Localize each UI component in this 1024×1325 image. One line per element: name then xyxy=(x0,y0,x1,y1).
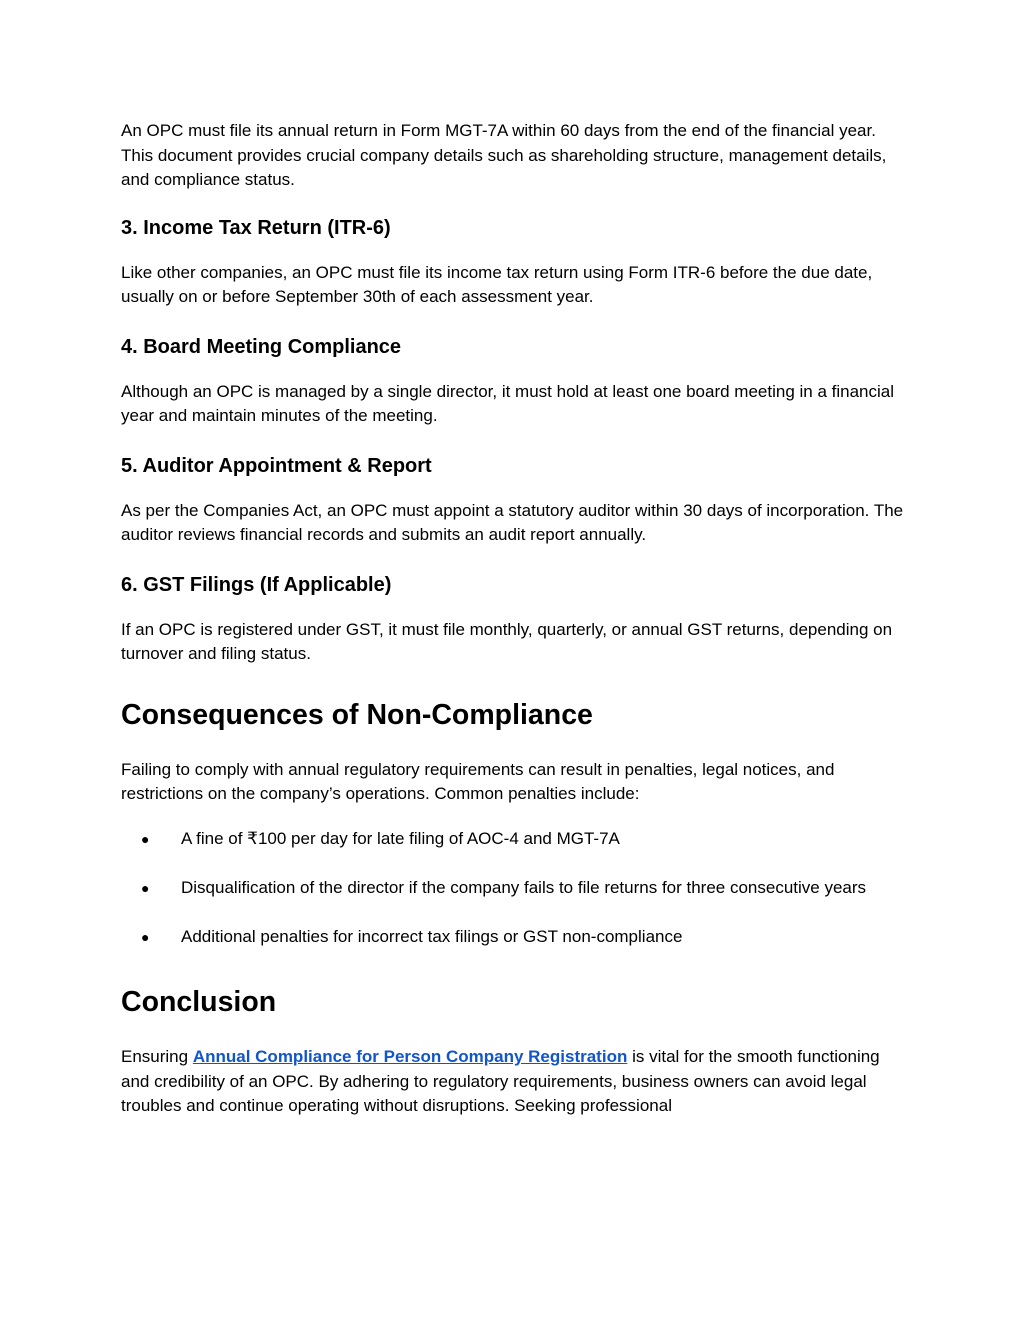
bullet-icon: ● xyxy=(141,879,150,896)
bullet-icon: ● xyxy=(141,830,150,847)
section-heading-income-tax: 3. Income Tax Return (ITR-6) xyxy=(121,216,391,239)
section-heading-board-meeting: 4. Board Meeting Compliance xyxy=(121,335,402,358)
document-page xyxy=(121,118,911,1119)
conclusion-paragraph xyxy=(121,1045,911,1119)
conclusion-text-after-link: is vital for the smooth functioning and credibility of an OPC. By adhering to regulatory requirements, business owners can avoid legal troubles and continue operating without disruptions. Seeking professional xyxy=(121,1047,880,1115)
bullet-icon: ● xyxy=(141,928,150,945)
section-body-auditor: As per the Companies Act, an OPC must appoint a statutory auditor within 30 days of incorporation. The auditor reviews financial records and submits an audit report annually. xyxy=(121,500,904,544)
annual-compliance-link[interactable]: Annual Compliance for Person Company Registration xyxy=(192,1047,628,1066)
section-body-income-tax: Like other companies, an OPC must file its income tax return using Form ITR-6 before the due date, usually on or before September 30th of each assessment year. xyxy=(121,262,873,306)
conclusion-heading: Conclusion xyxy=(121,986,277,1018)
penalties-list xyxy=(121,827,911,950)
list-item-text: Additional penalties for incorrect tax filings or GST non-compliance xyxy=(181,926,683,946)
conclusion-text-before-link: Ensuring xyxy=(121,1047,193,1066)
intro-paragraph: An OPC must file its annual return in Form MGT-7A within 60 days from the end of the financial year. This document provides crucial company details such as shareholding structure, management details, and compliance status. xyxy=(121,121,887,189)
list-item xyxy=(121,876,911,901)
section-heading-auditor: 5. Auditor Appointment & Report xyxy=(121,454,432,477)
list-item-text: Disqualification of the director if the company fails to file returns for three consecutive years xyxy=(181,877,867,897)
section-body-gst: If an OPC is registered under GST, it must file monthly, quarterly, or annual GST returns, depending on turnover and filing status. xyxy=(121,619,893,663)
list-item xyxy=(121,827,911,852)
consequences-heading: Consequences of Non-Compliance xyxy=(121,698,593,731)
list-item xyxy=(121,925,911,950)
section-body-board-meeting: Although an OPC is managed by a single director, it must hold at least one board meeting in a financial year and maintain minutes of the meeting. xyxy=(121,381,895,425)
consequences-body: Failing to comply with annual regulatory requirements can result in penalties, legal notices, and restrictions on the company’s operations. Common penalties include: xyxy=(121,759,835,803)
section-heading-gst: 6. GST Filings (If Applicable) xyxy=(121,573,392,596)
list-item-text: A fine of ₹100 per day for late filing of AOC-4 and MGT-7A xyxy=(181,828,620,848)
